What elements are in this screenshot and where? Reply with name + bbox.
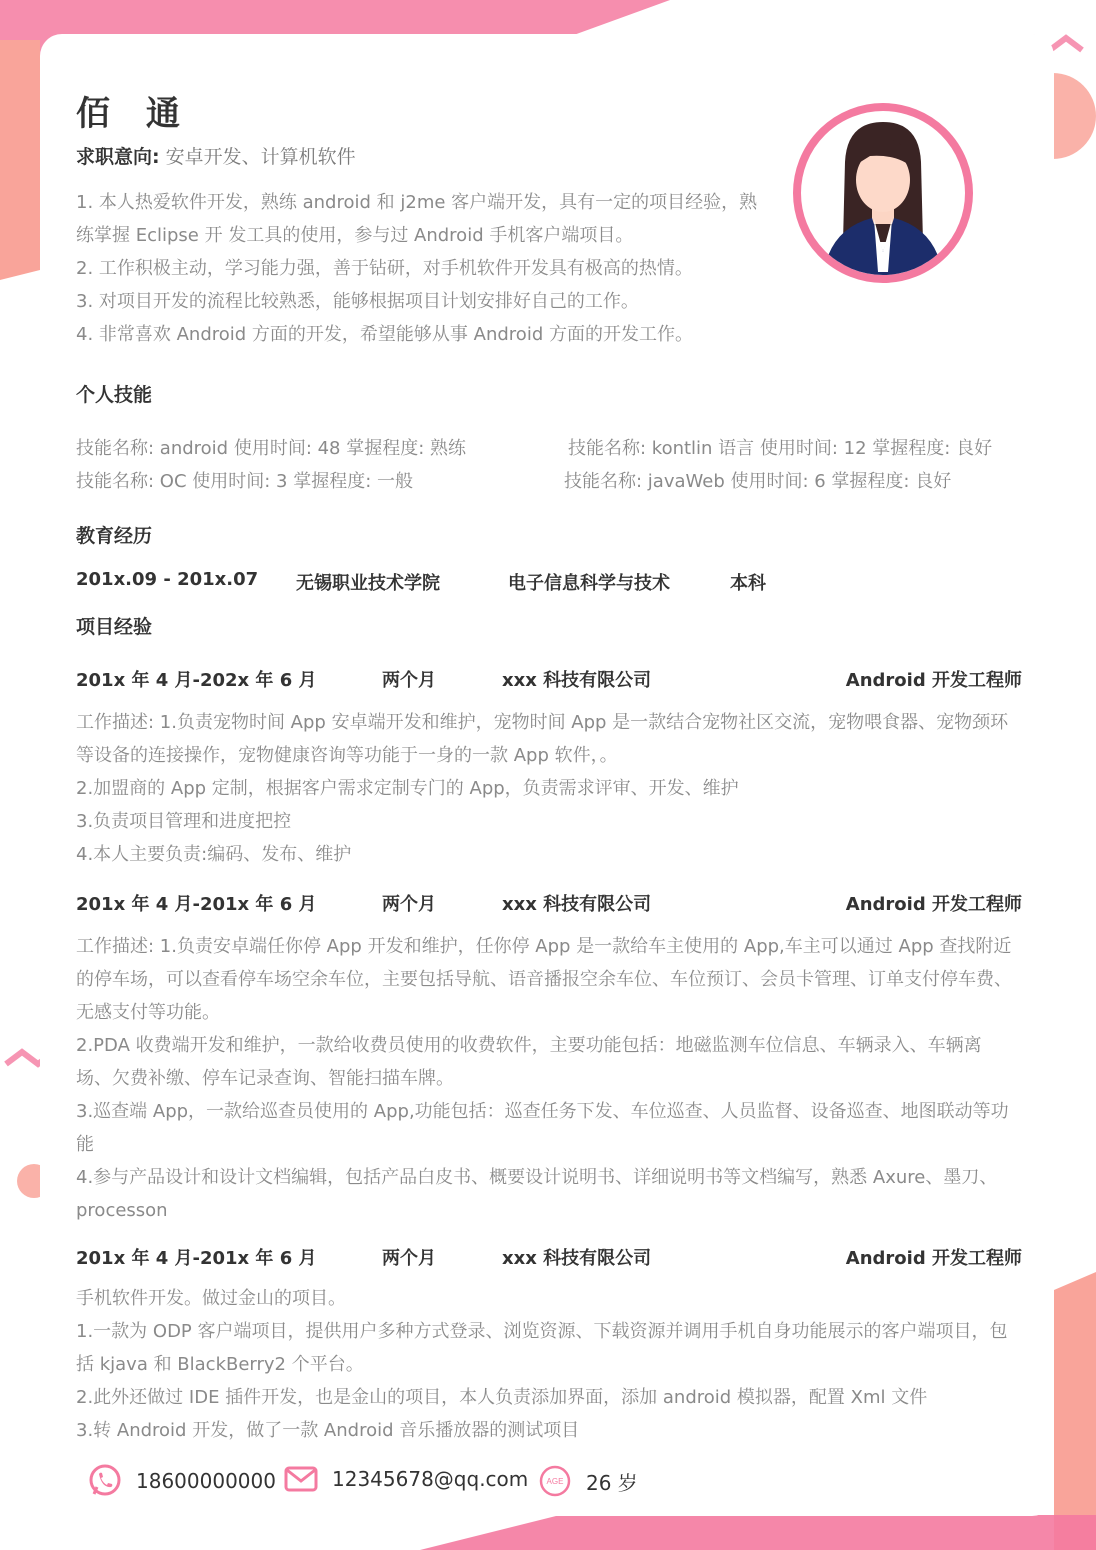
job-intent xyxy=(76,142,356,169)
project-line: 工作描述: 1.负责宠物时间 App 安卓端开发和维护，宠物时间 App 是一款结合宠物社区交流，宠物喂食器、宠物颈环等设备的连接操作，宠物健康咨询等功能于一身的一款 App 软件，。 xyxy=(76,712,1009,766)
education-title: 教育经历 xyxy=(76,525,153,547)
resume-card xyxy=(40,34,1054,1516)
project-line: 2.此外还做过 IDE 插件开发，也是金山的项目，本人负责添加界面，添加 android 模拟器，配置 Xml 文件 xyxy=(76,1387,928,1408)
project-company: xxx 科技有限公司 xyxy=(502,670,652,691)
project-line: 3.巡查端 App，一款给巡查员使用的 App,功能包括：巡查任务下发、车位巡查、人员监督、设备巡查、地图联动等功能 xyxy=(76,1101,1009,1155)
avatar xyxy=(792,102,974,284)
project-line: 3.转 Android 开发，做了一款 Android 音乐播放器的测试项目 xyxy=(76,1420,580,1441)
skill-item: 技能名称: android 使用时间: 48 掌握程度: 熟练 xyxy=(76,438,467,459)
education-period: 201x.09 - 201x.07 xyxy=(76,569,259,590)
project-period: 201x 年 4 月-201x 年 6 月 xyxy=(76,1248,317,1269)
project-description xyxy=(76,1282,1016,1447)
education-major: 电子信息科学与技术 xyxy=(508,573,670,594)
intro-line: 1. 本人热爱软件开发，熟练 android 和 j2me 客户端开发，具有一定的项目经验，熟练掌握 Eclipse 开 发工具的使用，参与过 Android 手机客户端项目。 xyxy=(76,192,758,246)
female-avatar-icon xyxy=(792,102,974,284)
skills-title: 个人技能 xyxy=(76,384,153,406)
project-company: xxx 科技有限公司 xyxy=(502,1248,652,1269)
project-line: 4.本人主要负责:编码、发布、维护 xyxy=(76,844,352,865)
project-line: 手机软件开发。做过金山的项目。 xyxy=(76,1288,346,1309)
project-line: 2.加盟商的 App 定制，根据客户需求定制专门的 App，负责需求评审、开发、维护 xyxy=(76,778,739,799)
project-role: Android 开发工程师 xyxy=(845,1248,1022,1269)
project-duration: 两个月 xyxy=(382,1248,436,1269)
candidate-name: 佰 通 xyxy=(76,94,192,134)
project-line: 工作描述: 1.负责安卓端任你停 App 开发和维护，任你停 App 是一款给车主使用的 App,车主可以通过 App 查找附近的停车场，可以查看停车场空余车位，主要包括导航、语音播报空余车位、车位预订、会员卡管理、订单支付停车费、无感支付等功能。 xyxy=(76,936,1012,1023)
project-description xyxy=(76,930,1016,1227)
age-badge-text: AGE xyxy=(546,1477,564,1486)
intro-line: 4. 非常喜欢 Android 方面的开发，希望能够从事 Android 方面的开发工作。 xyxy=(76,324,693,345)
project-company: xxx 科技有限公司 xyxy=(502,894,652,915)
age-icon xyxy=(538,1464,572,1498)
intro-line: 2. 工作积极主动，学习能力强，善于钻研，对手机软件开发具有极高的热情。 xyxy=(76,258,693,279)
email-icon xyxy=(284,1464,318,1494)
age-value: 26 岁 xyxy=(586,1470,638,1495)
email-address: 12345678@qq.com xyxy=(332,1467,529,1491)
project-line: 4.参与产品设计和设计文档编辑，包括产品白皮书、概要设计说明书、详细说明书等文档编写，熟悉 Axure、墨刀、processon xyxy=(76,1167,998,1221)
project-line: 2.PDA 收费端开发和维护，一款给收费员使用的收费软件，主要功能包括：地磁监测车位信息、车辆录入、车辆离场、欠费补缴、停车记录查询、智能扫描车牌。 xyxy=(76,1035,982,1089)
job-intent-value: 安卓开发、计算机软件 xyxy=(165,146,356,168)
phone-number: 18600000000 xyxy=(136,1469,276,1493)
contact-age xyxy=(538,1464,638,1498)
project-role: Android 开发工程师 xyxy=(845,670,1022,691)
project-line: 1.一款为 ODP 客户端项目，提供用户多种方式登录、浏览资源、下载资源并调用手机自身功能展示的客户端项目，包括 kjava 和 BlackBerry2 个平台。 xyxy=(76,1321,1008,1375)
job-intent-label: 求职意向: xyxy=(76,146,160,168)
education-school: 无锡职业技术学院 xyxy=(296,573,440,594)
project-duration: 两个月 xyxy=(382,894,436,915)
project-description xyxy=(76,706,1016,871)
project-period: 201x 年 4 月-202x 年 6 月 xyxy=(76,670,317,691)
project-period: 201x 年 4 月-201x 年 6 月 xyxy=(76,894,317,915)
contact-phone xyxy=(88,1464,276,1498)
skill-item: 技能名称: OC 使用时间: 3 掌握程度: 一般 xyxy=(76,471,413,492)
project-duration: 两个月 xyxy=(382,670,436,691)
projects-title: 项目经验 xyxy=(76,616,153,638)
education-degree: 本科 xyxy=(730,573,766,594)
self-introduction xyxy=(76,186,766,351)
skill-item: 技能名称: javaWeb 使用时间: 6 掌握程度: 良好 xyxy=(564,471,952,492)
project-line: 3.负责项目管理和进度把控 xyxy=(76,811,292,832)
skill-item: 技能名称: kontlin 语言 使用时间: 12 掌握程度: 良好 xyxy=(568,438,993,459)
phone-icon xyxy=(88,1464,122,1498)
contact-email xyxy=(284,1464,528,1494)
project-role: Android 开发工程师 xyxy=(845,894,1022,915)
intro-line: 3. 对项目开发的流程比较熟悉，能够根据项目计划安排好自己的工作。 xyxy=(76,291,639,312)
